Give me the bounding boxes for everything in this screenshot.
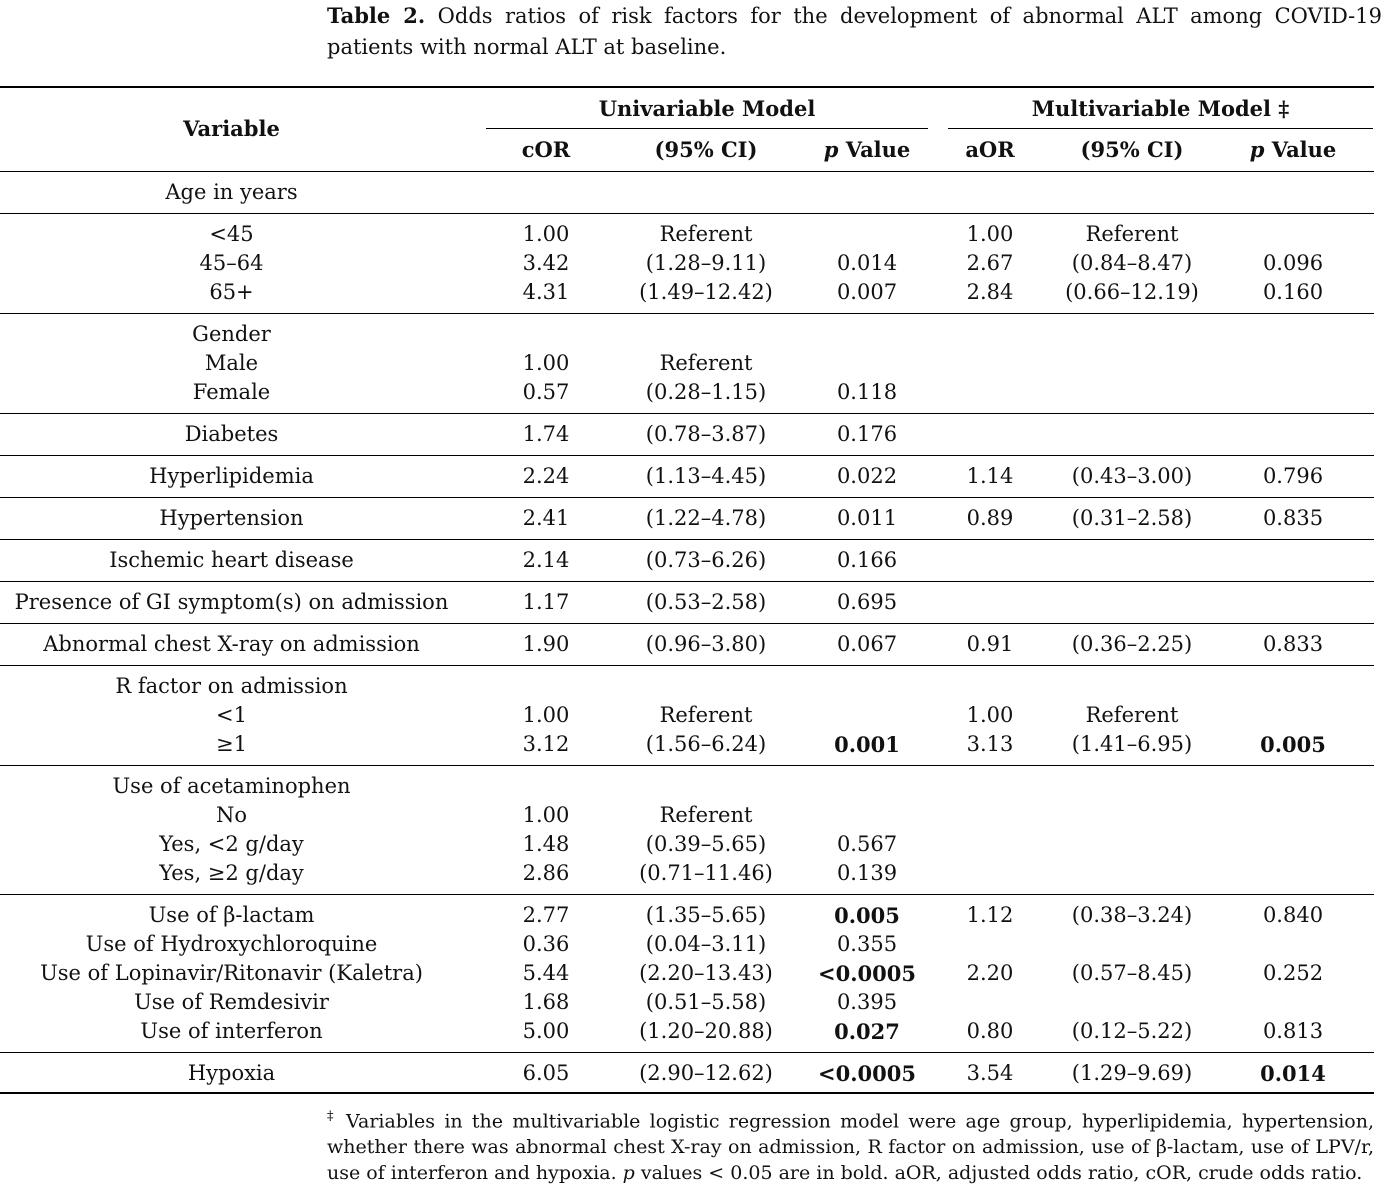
header-aor: aOR: [965, 137, 1015, 162]
row-group: [0, 666, 1374, 766]
cell-p-univariable: 0.695: [836, 590, 898, 614]
cell-ci-univariable: Referent: [659, 803, 753, 827]
cell-variable: Female: [192, 380, 271, 404]
cell-variable: Use of Remdesivir: [134, 990, 329, 1014]
cell-ci-univariable: (1.20–20.88): [639, 1019, 773, 1043]
cell-p-multivariable: 0.160: [1262, 280, 1324, 304]
cell-ci-multivariable: (0.43–3.00): [1071, 464, 1193, 488]
table-row: [0, 672, 1374, 701]
cell-ci-multivariable: (1.29–9.69): [1071, 1061, 1193, 1085]
cell-cor: 2.41: [522, 506, 570, 530]
cell-p-multivariable: 0.813: [1262, 1019, 1324, 1043]
cell-variable: Use of Lopinavir/Ritonavir (Kaletra): [40, 961, 423, 985]
cell-variable: 45–64: [199, 251, 264, 275]
cell-p-univariable: 0.007: [836, 280, 898, 304]
cell-ci-univariable: (0.28–1.15): [645, 380, 767, 404]
table-header: [0, 86, 1374, 172]
cell-cor: 2.86: [522, 861, 570, 885]
cell-ci-univariable: (1.56–6.24): [645, 732, 767, 756]
cell-variable: Diabetes: [184, 422, 279, 446]
cell-cor: 1.00: [522, 351, 570, 375]
row-group: [0, 1053, 1374, 1094]
cell-cor: 4.31: [522, 280, 570, 304]
cell-ci-univariable: (2.20–13.43): [639, 961, 773, 985]
table-row: [0, 349, 1374, 378]
cell-ci-univariable: Referent: [659, 703, 753, 727]
table-row: [0, 178, 1374, 207]
cell-aor: 0.80: [966, 1019, 1014, 1043]
univariable-span-rule: [486, 128, 928, 129]
cell-cor: 3.42: [522, 251, 570, 275]
cell-ci-multivariable: (0.84–8.47): [1071, 251, 1193, 275]
cell-aor: 3.54: [966, 1061, 1014, 1085]
cell-p-univariable: 0.001: [834, 732, 900, 757]
table-row: [0, 278, 1374, 307]
cell-cor: 1.00: [522, 803, 570, 827]
cell-variable: Gender: [192, 322, 271, 346]
cell-p-univariable: 0.067: [836, 632, 898, 656]
table-row: [0, 730, 1374, 759]
cell-variable: No: [215, 803, 248, 827]
cell-variable: Age in years: [165, 180, 298, 204]
cell-cor: 5.44: [522, 961, 570, 985]
cell-variable: Use of β-lactam: [148, 903, 315, 927]
cell-aor: 1.00: [966, 703, 1014, 727]
cell-ci-multivariable: (0.57–8.45): [1071, 961, 1193, 985]
cell-cor: 1.00: [522, 222, 570, 246]
row-group: [0, 214, 1374, 314]
header-univariable-model: Univariable Model: [598, 96, 816, 121]
cell-cor: 5.00: [522, 1019, 570, 1043]
cell-ci-multivariable: (0.66–12.19): [1065, 280, 1199, 304]
cell-ci-univariable: (0.73–6.26): [645, 548, 767, 572]
cell-ci-multivariable: (0.12–5.22): [1071, 1019, 1193, 1043]
cell-ci-univariable: (0.53–2.58): [645, 590, 767, 614]
table-row: [0, 859, 1374, 888]
cell-cor: 2.77: [522, 903, 570, 927]
header-variable: Variable: [183, 116, 280, 141]
cell-aor: 0.89: [966, 506, 1014, 530]
row-group: [0, 766, 1374, 895]
row-group: [0, 314, 1374, 414]
cell-p-univariable: <0.0005: [818, 961, 916, 986]
table-bottom-rule: [0, 1092, 1374, 1094]
cell-cor: 1.74: [522, 422, 570, 446]
cell-variable: 65+: [209, 280, 254, 304]
row-group: [0, 582, 1374, 624]
cell-variable: R factor on admission: [115, 674, 348, 698]
cell-variable: Presence of GI symptom(s) on admission: [14, 590, 449, 614]
table-row: [0, 420, 1374, 449]
table-caption-label: Table 2.: [327, 3, 426, 28]
cell-ci-univariable: (1.22–4.78): [645, 506, 767, 530]
cell-p-univariable: <0.0005: [818, 1061, 916, 1086]
cell-aor: 2.20: [966, 961, 1014, 985]
header-cor: cOR: [521, 137, 571, 162]
header-p-value-univariable: p Value: [823, 137, 911, 162]
row-group: [0, 895, 1374, 1053]
table-row: [0, 320, 1374, 349]
cell-ci-multivariable: (0.36–2.25): [1071, 632, 1193, 656]
table-row: [0, 546, 1374, 575]
cell-cor: 1.90: [522, 632, 570, 656]
table-row: [0, 1017, 1374, 1046]
row-group: [0, 456, 1374, 498]
table-row: [0, 378, 1374, 407]
table-row: [0, 959, 1374, 988]
cell-variable: Use of acetaminophen: [112, 774, 351, 798]
cell-cor: 0.36: [522, 932, 570, 956]
cell-p-univariable: 0.355: [836, 932, 898, 956]
cell-variable: <1: [216, 703, 247, 727]
table-row: [0, 988, 1374, 1017]
cell-ci-multivariable: (0.31–2.58): [1071, 506, 1193, 530]
cell-variable: Hypoxia: [187, 1061, 276, 1085]
cell-aor: 1.00: [966, 222, 1014, 246]
cell-variable: Use of interferon: [140, 1019, 323, 1043]
footnote-text-b: values < 0.05 are in bold. aOR, adjusted odds ratio, cOR, crude odds ratio.: [634, 1162, 1363, 1185]
cell-p-multivariable: 0.096: [1262, 251, 1324, 275]
header-multivariable-model: Multivariable Model ‡: [1031, 96, 1290, 121]
cell-cor: 3.12: [522, 732, 570, 756]
cell-cor: 1.00: [522, 703, 570, 727]
cell-ci-univariable: Referent: [659, 351, 753, 375]
cell-ci-univariable: (1.13–4.45): [645, 464, 767, 488]
multivariable-span-rule: [948, 128, 1373, 129]
cell-p-univariable: 0.005: [834, 903, 900, 928]
table-footnote: [327, 1104, 1374, 1186]
table-row: [0, 220, 1374, 249]
cell-aor: 1.14: [966, 464, 1014, 488]
cell-aor: 0.91: [966, 632, 1014, 656]
cell-variable: Yes, ≥2 g/day: [159, 861, 304, 885]
cell-cor: 0.57: [522, 380, 570, 404]
cell-p-univariable: 0.395: [836, 990, 898, 1014]
cell-p-univariable: 0.014: [836, 251, 898, 275]
cell-p-multivariable: 0.796: [1262, 464, 1324, 488]
cell-variable: Yes, <2 g/day: [159, 832, 304, 856]
footnote-p-letter: p: [622, 1162, 635, 1185]
table-row: [0, 772, 1374, 801]
table-caption: [327, 0, 1382, 63]
cell-variable: Abnormal chest X-ray on admission: [43, 632, 420, 656]
cell-variable: Use of Hydroxychloroquine: [85, 932, 378, 956]
cell-ci-univariable: (0.51–5.58): [645, 990, 767, 1014]
row-group: [0, 172, 1374, 214]
cell-ci-univariable: (0.96–3.80): [645, 632, 767, 656]
cell-ci-univariable: Referent: [659, 222, 753, 246]
cell-ci-multivariable: Referent: [1085, 222, 1179, 246]
table-row: [0, 588, 1374, 617]
table-row: [0, 701, 1374, 730]
header-ci-univariable: (95% CI): [654, 137, 758, 162]
cell-aor: 1.12: [966, 903, 1014, 927]
table-row: [0, 930, 1374, 959]
cell-p-multivariable: 0.833: [1262, 632, 1324, 656]
cell-ci-multivariable: (1.41–6.95): [1071, 732, 1193, 756]
cell-ci-univariable: (0.04–3.11): [645, 932, 767, 956]
cell-p-univariable: 0.567: [836, 832, 898, 856]
cell-cor: 6.05: [522, 1061, 570, 1085]
row-group: [0, 414, 1374, 456]
footnote-text-a: Variables in the multivariable logistic regression model were age group, hyperlipidemia, hypertension, whether there was abnormal chest X-ray on admission, R factor on admission, use of β-lactam, use of LPV/r, use of interferon and hypoxia.: [327, 1110, 1375, 1185]
cell-variable: <45: [209, 222, 254, 246]
row-group: [0, 624, 1374, 666]
cell-variable: Ischemic heart disease: [109, 548, 354, 572]
table-caption-text: Odds ratios of risk factors for the development of abnormal ALT among COVID-19 patients with normal ALT at baseline.: [327, 4, 1382, 59]
cell-cor: 1.68: [522, 990, 570, 1014]
cell-variable: Hypertension: [159, 506, 304, 530]
row-group: [0, 540, 1374, 582]
cell-p-univariable: 0.166: [836, 548, 898, 572]
cell-p-multivariable: 0.840: [1262, 903, 1324, 927]
table-row: [0, 504, 1374, 533]
row-group: [0, 498, 1374, 540]
cell-variable: Hyperlipidemia: [149, 464, 314, 488]
cell-ci-univariable: (0.71–11.46): [639, 861, 773, 885]
cell-p-univariable: 0.176: [836, 422, 898, 446]
table-row: [0, 630, 1374, 659]
table-row: [0, 462, 1374, 491]
cell-cor: 2.14: [522, 548, 570, 572]
cell-p-multivariable: 0.014: [1260, 1061, 1326, 1086]
cell-variable: Male: [204, 351, 259, 375]
cell-ci-univariable: (2.90–12.62): [639, 1061, 773, 1085]
cell-p-multivariable: 0.252: [1262, 961, 1324, 985]
cell-cor: 1.48: [522, 832, 570, 856]
cell-p-univariable: 0.027: [834, 1019, 900, 1044]
table-row: [0, 1059, 1374, 1088]
footnote-mark: ‡: [327, 1109, 337, 1124]
cell-cor: 2.24: [522, 464, 570, 488]
cell-ci-univariable: (0.78–3.87): [645, 422, 767, 446]
cell-p-univariable: 0.139: [836, 861, 898, 885]
cell-ci-univariable: (1.49–12.42): [639, 280, 773, 304]
cell-ci-multivariable: Referent: [1085, 703, 1179, 727]
cell-p-univariable: 0.011: [836, 506, 898, 530]
table-body: [0, 172, 1374, 1094]
header-ci-multivariable: (95% CI): [1080, 137, 1184, 162]
cell-cor: 1.17: [522, 590, 570, 614]
cell-p-univariable: 0.118: [836, 380, 898, 404]
cell-ci-multivariable: (0.38–3.24): [1071, 903, 1193, 927]
cell-ci-univariable: (0.39–5.65): [645, 832, 767, 856]
odds-ratio-table: [0, 86, 1374, 1094]
cell-variable: ≥1: [216, 732, 247, 756]
cell-ci-univariable: (1.28–9.11): [645, 251, 767, 275]
cell-aor: 2.84: [966, 280, 1014, 304]
table-row: [0, 901, 1374, 930]
table-row: [0, 830, 1374, 859]
cell-aor: 3.13: [966, 732, 1014, 756]
cell-ci-univariable: (1.35–5.65): [645, 903, 767, 927]
cell-aor: 2.67: [966, 251, 1014, 275]
cell-p-multivariable: 0.835: [1262, 506, 1324, 530]
cell-p-multivariable: 0.005: [1260, 732, 1326, 757]
cell-p-univariable: 0.022: [836, 464, 898, 488]
table-row: [0, 801, 1374, 830]
table-row: [0, 249, 1374, 278]
header-p-value-multivariable: p Value: [1249, 137, 1337, 162]
